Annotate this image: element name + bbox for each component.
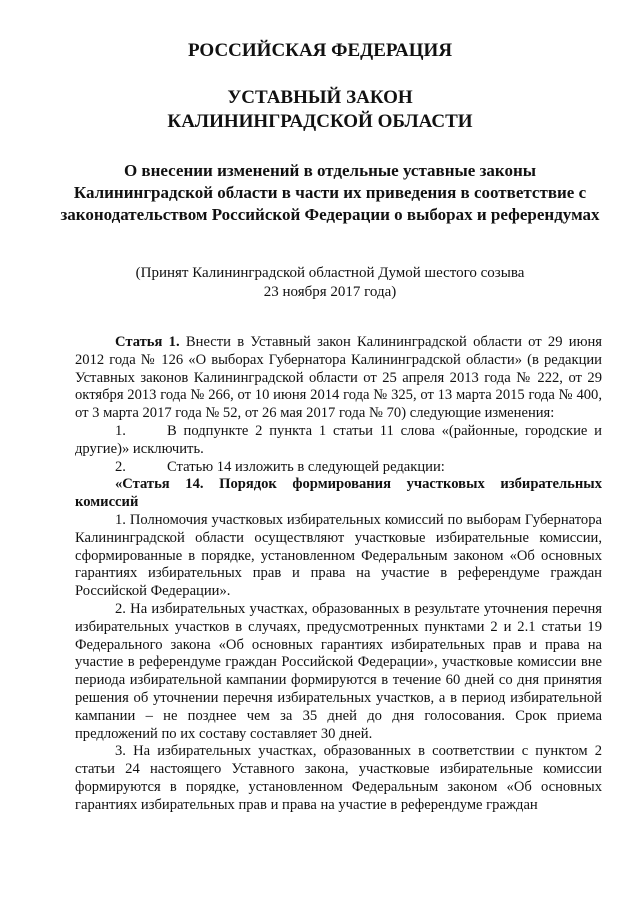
list-item-number: 2. (115, 458, 126, 475)
article-1-text: Внести в Уставный закон Калининградской области от 29 июня 2012 года № 126 «О выборах Губернатора Калининградской области» (в редакции Уставных законов Калининградской области от 25 апреля 2013 года № 222, от 29 октября 2013 года № 266, от 10 июня 2014 года № 325, от 13 марта 2015 года № 400, от 3 марта 2017 года № 52, от 26 мая 2017 года № 70) следующие изменения: (75, 334, 602, 422)
new-article-heading: «Статья 14. Порядок формирования участковых избирательных комиссий (75, 476, 602, 511)
list-item-number: 1. (115, 422, 126, 439)
article-1-paragraph (75, 334, 602, 423)
country-title: РОССИЙСКАЯ ФЕДЕРАЦИЯ (187, 40, 453, 61)
new-article-paragraph-3: 3. На избирательных участках, образованных в соответствии с пунктом 2 статьи 24 настоящего Уставного закона, участковые избирательные комиссии формируются в порядке, установленном Федеральным законом «Об основных гарантиях избирательных прав и права на участие в референдуме граждан (75, 743, 602, 813)
law-region: КАЛИНИНГРАДСКОЙ ОБЛАСТИ (167, 111, 473, 132)
list-item-text: Статью 14 изложить в следующей редакции: (167, 458, 445, 475)
law-subject: О внесении изменений в отдельные уставные законы Калининградской области в части их приведения в соответствие с законодательством Российской Федерации о выборах и референдумах (60, 161, 600, 224)
document-body (75, 334, 602, 815)
list-item (75, 423, 602, 459)
list-item-text: В подпункте 2 пункта 1 статьи 11 слова «(районные, городские и другие)» исключить. (75, 422, 602, 457)
adoption-note (60, 264, 600, 302)
list-item (75, 459, 602, 477)
law-type: УСТАВНЫЙ ЗАКОН (227, 87, 413, 108)
adoption-line-1: (Принят Калининградской областной Думой шестого созыва (135, 265, 525, 281)
adoption-line-2: 23 ноября 2017 года) (263, 284, 397, 300)
article-1-label: Статья 1. (115, 334, 180, 350)
law-title (0, 86, 640, 134)
new-article-paragraph-2: 2. На избирательных участках, образованных в результате уточнения перечня избирательных участков в случаях, предусмотренных пунктами 2 и 2.1 статьи 19 Федерального закона «Об основных гарантиях избирательных прав и права на участие в референдуме граждан Российской Федерации», участковые комиссии вне периода избирательной кампании формируются в течение 60 дней со дня принятия решения об уточнении перечня избирательных участков, а в период избирательной кампании – не позднее чем за 35 дней до дня голосования. Срок приема предложений по их составу составляет 30 дней. (75, 600, 602, 742)
new-article-paragraph-1: 1. Полномочия участковых избирательных комиссий по выборам Губернатора Калининградской области осуществляют участковые избирательные комиссии, сформированные в порядке, установленном Федеральным законом «Об основных гарантиях избирательных прав и права на участие в референдуме граждан Российской Федерации». (75, 511, 602, 600)
